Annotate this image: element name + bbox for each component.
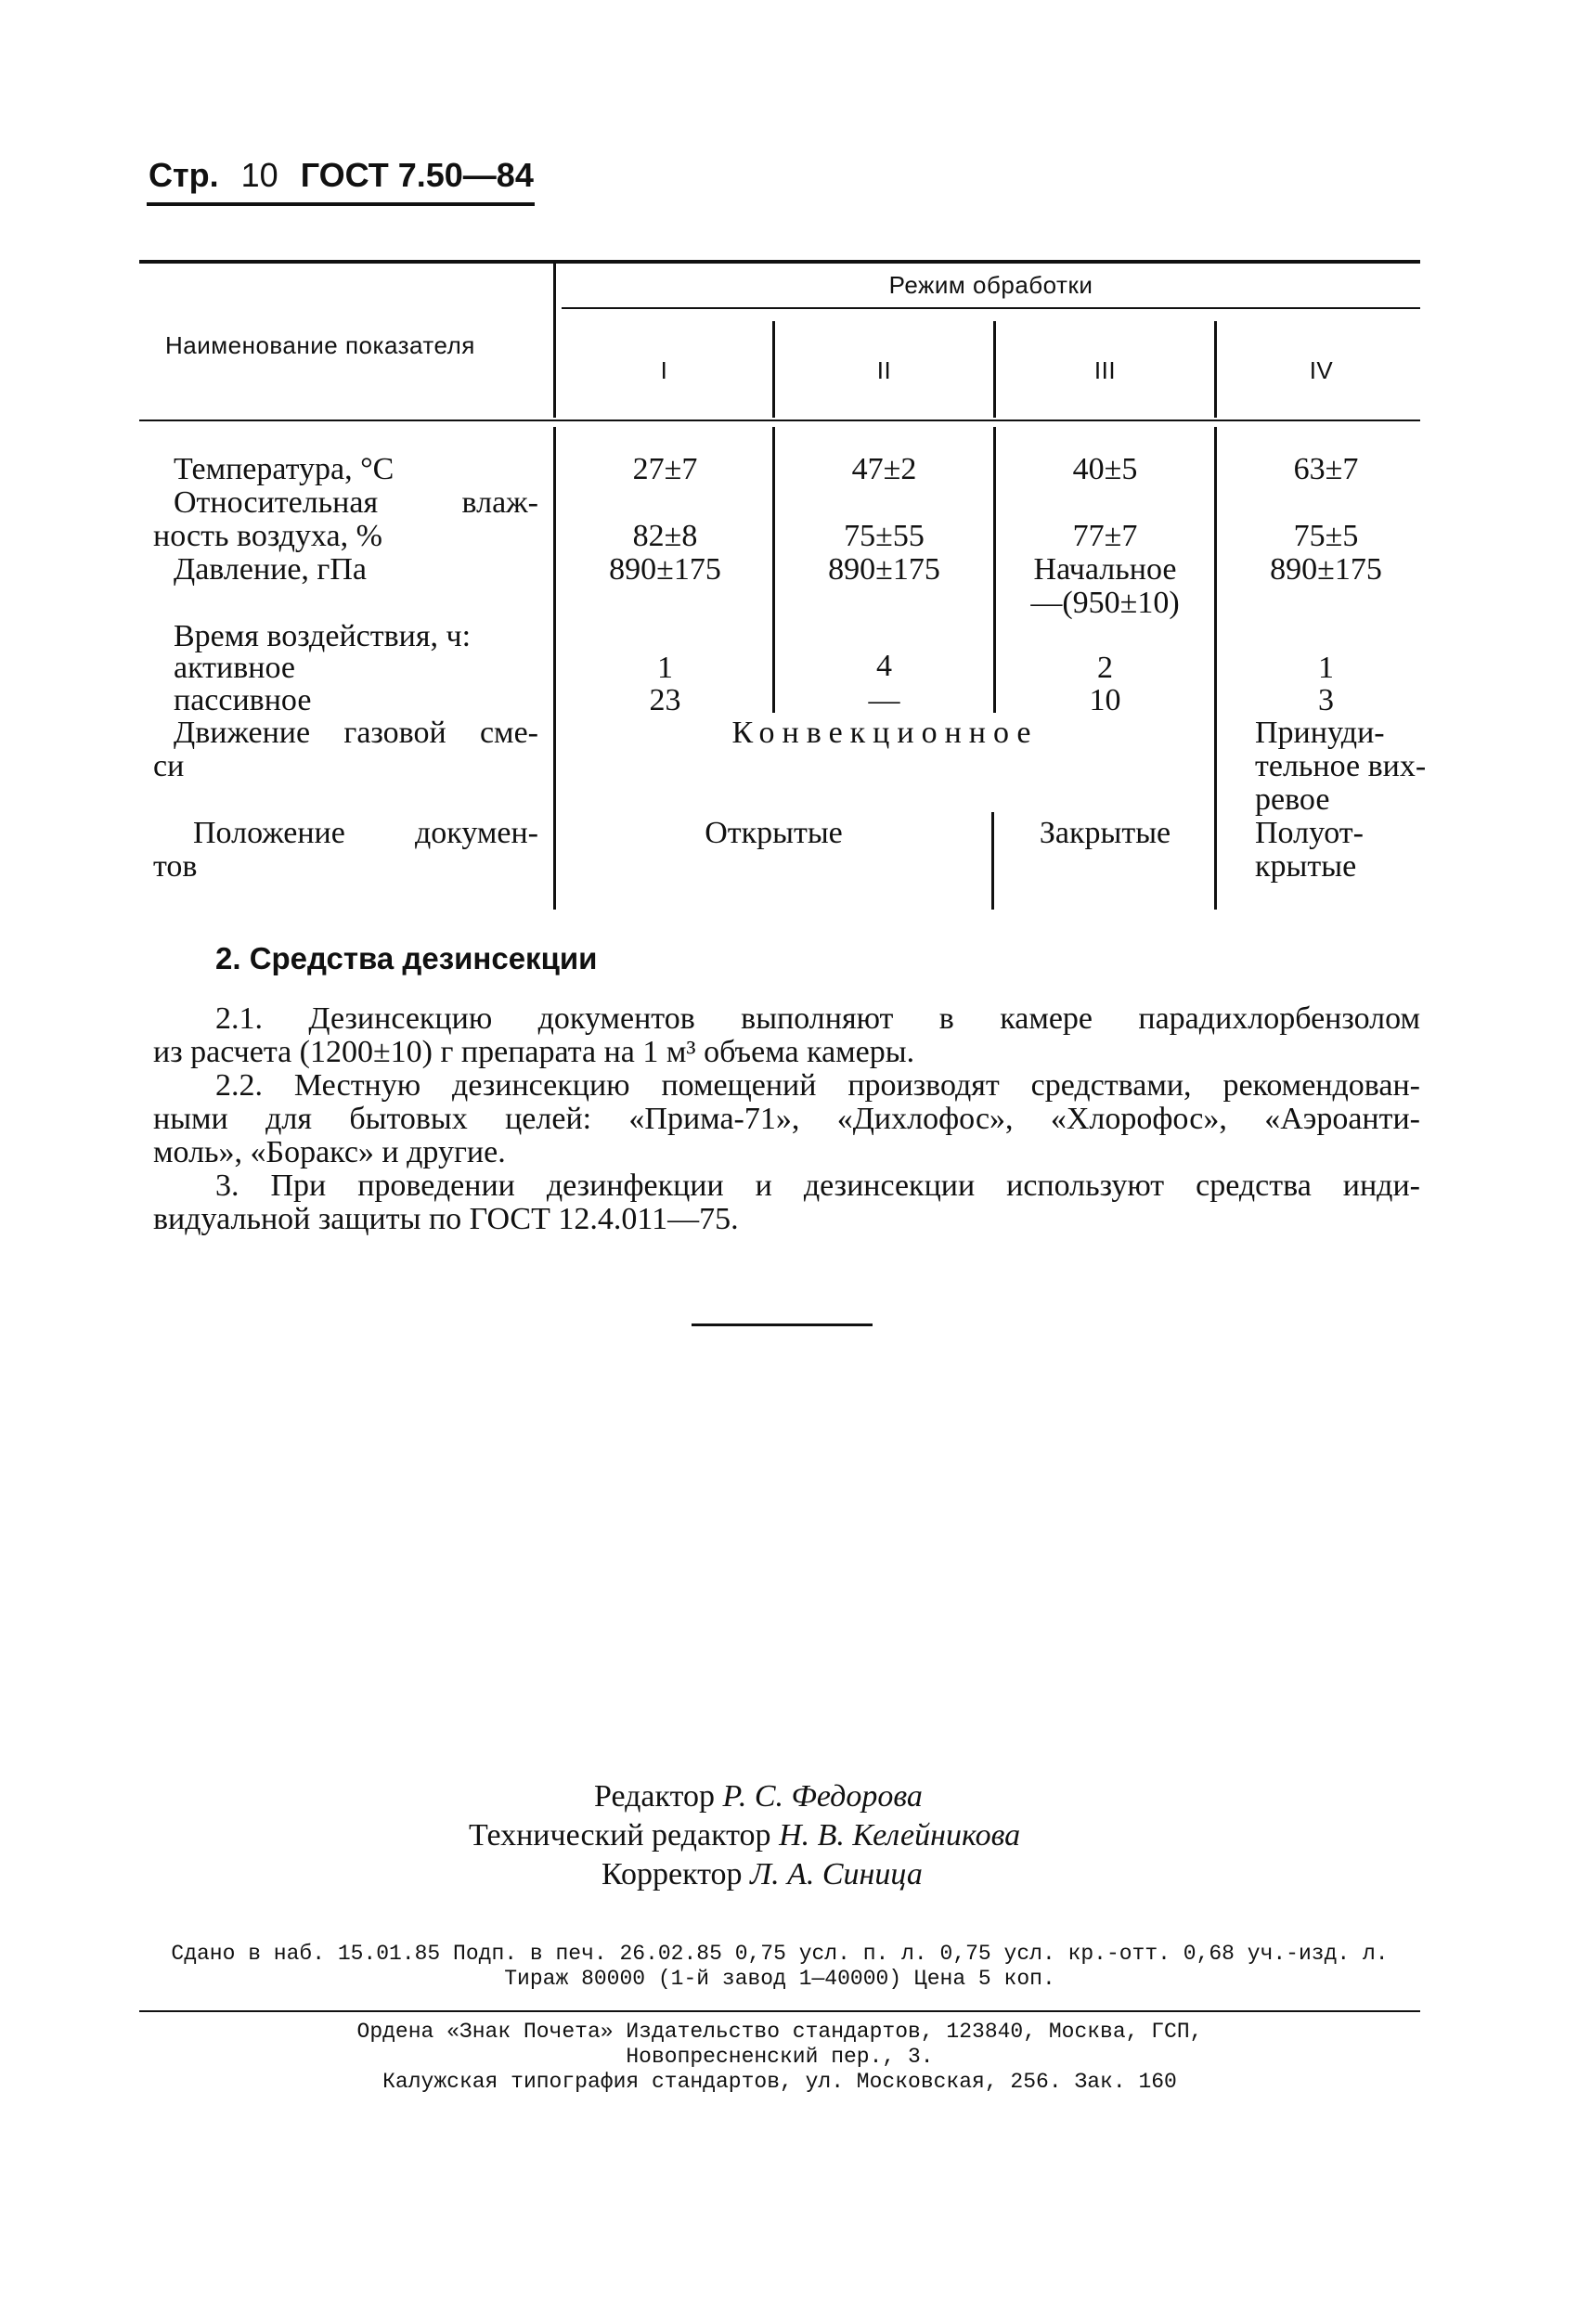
humidity-i: 82±8 (632, 519, 698, 553)
page-number: 10 (240, 156, 278, 194)
imprint-line-4: Новопресненский пер., 3. (626, 2045, 934, 2069)
humidity-ii: 75±55 (844, 519, 925, 553)
temp-iv: 63±7 (1293, 452, 1359, 486)
pressure-ii: 890±175 (828, 552, 940, 587)
row-label-active: активное (174, 651, 295, 685)
editor-label: Редактор (594, 1779, 715, 1814)
row-label-gas-1: Движение газовой сме- (174, 716, 538, 750)
imprint-line-5: Калужская типография стандартов, ул. Московская, 256. Зак. 160 (382, 2070, 1177, 2094)
active-i: 1 (657, 651, 673, 685)
docs-open: Открытые (705, 816, 843, 850)
docs-iv-1: Полуот- (1255, 816, 1364, 850)
imprint-line-1: Сдано в наб. 15.01.85 Подп. в печ. 26.02.85 0,75 усл. п. л. 0,75 усл. кр.-отт. 0,68 уч.-изд. л. (171, 1942, 1389, 1966)
passive-iii: 10 (1089, 683, 1121, 717)
imprint-line-3: Ордена «Знак Почета» Издательство стандартов, 123840, Москва, ГСП, (356, 2020, 1203, 2044)
table-head-mode: Режим обработки (888, 271, 1093, 299)
page-header (149, 156, 547, 195)
active-iv: 1 (1318, 651, 1334, 685)
end-rule (692, 1323, 873, 1326)
paragraph-2-2-line2: ными для бытовых целей: «Прима-71», «Дихлофос», «Хлорофос», «Аэроанти- (153, 1102, 1420, 1136)
passive-i: 23 (649, 683, 681, 717)
gas-iv-3: ревое (1255, 782, 1330, 817)
table-vline (553, 262, 556, 418)
active-iii: 2 (1097, 651, 1113, 685)
editor-name: Р. С. Федорова (722, 1779, 923, 1814)
table-top-rule (139, 260, 1420, 264)
mode-i: I (660, 356, 668, 384)
page-prefix: Стр. (149, 156, 219, 194)
row-label-humidity-2: ность воздуха, % (153, 519, 382, 553)
gas-iv-1: Принуди- (1255, 716, 1385, 750)
header-underline (147, 202, 535, 206)
pressure-iii-extra: —(950±10) (1030, 586, 1180, 620)
pressure-iii: Начальное (1033, 552, 1177, 587)
row-label-docs-1: Положение докумен- (193, 816, 538, 850)
imprint-line-2: Тираж 80000 (1-й завод 1—40000) Цена 5 коп. (504, 1967, 1055, 1991)
temp-ii: 47±2 (851, 452, 917, 486)
row-label-docs-2: тов (153, 849, 198, 884)
credit-tech-editor (469, 1819, 1020, 1853)
row-label-time: Время воздействия, ч: (174, 619, 472, 653)
docs-closed: Закрытые (1039, 816, 1171, 850)
mode-ii: II (876, 356, 892, 384)
gas-iv-2: тельное вих- (1255, 749, 1427, 783)
standard-code: ГОСТ 7.50—84 (300, 156, 534, 194)
docs-iv-2: крытые (1255, 849, 1357, 884)
credit-editor (594, 1780, 923, 1814)
pressure-iv: 890±175 (1270, 552, 1382, 587)
humidity-iv: 75±5 (1293, 519, 1359, 553)
imprint-block-2 (139, 2020, 1420, 2095)
table-mode-rule (562, 307, 1420, 309)
paragraph-3-line2: видуальной защиты по ГОСТ 12.4.011—75. (153, 1202, 739, 1236)
paragraph-2-2-line3: моль», «Боракс» и другие. (153, 1135, 506, 1169)
row-label-temperature: Температура, °С (174, 452, 394, 486)
tech-editor-label: Технический редактор (469, 1818, 771, 1853)
corrector-label: Корректор (601, 1857, 743, 1891)
table-header-rule (139, 420, 1420, 421)
paragraph-2-2-line1: 2.2. Местную дезинсекцию помещений производят средствами, рекомендован- (215, 1068, 1420, 1103)
row-label-gas-2: си (153, 749, 185, 783)
table-head-name: Наименование показателя (165, 331, 475, 359)
temp-iii: 40±5 (1072, 452, 1138, 486)
temp-i: 27±7 (632, 452, 698, 486)
pressure-i: 890±175 (609, 552, 721, 587)
paragraph-2-1-line1: 2.1. Дезинсекцию документов выполняют в камере парадихлорбензолом (215, 1001, 1420, 1036)
humidity-iii: 77±7 (1072, 519, 1138, 553)
gas-convection: Конвекционное (731, 716, 1039, 750)
paragraph-2-1-line2: из расчета (1200±10) г препарата на 1 м³ объема камеры. (153, 1035, 915, 1069)
section-title: 2. Средства дезинсекции (215, 941, 598, 975)
mode-iv: IV (1309, 356, 1334, 384)
passive-ii: — (868, 683, 900, 717)
row-label-humidity-1: Относительная влаж- (174, 485, 538, 520)
credit-corrector (601, 1858, 923, 1891)
passive-iv: 3 (1318, 683, 1334, 717)
paragraph-3-line1: 3. При проведении дезинфекции и дезинсекции используют средства инди- (215, 1168, 1420, 1203)
active-ii: 4 (876, 649, 892, 683)
mode-iii: III (1093, 356, 1117, 384)
table-vline (991, 812, 994, 910)
row-label-passive: пассивное (174, 683, 312, 717)
row-label-pressure: Давление, гПа (174, 552, 368, 587)
imprint-block-1 (139, 1942, 1420, 1992)
tech-editor-name: Н. В. Келейникова (779, 1818, 1021, 1853)
corrector-name: Л. А. Синица (750, 1857, 923, 1891)
imprint-rule (139, 2010, 1420, 2012)
